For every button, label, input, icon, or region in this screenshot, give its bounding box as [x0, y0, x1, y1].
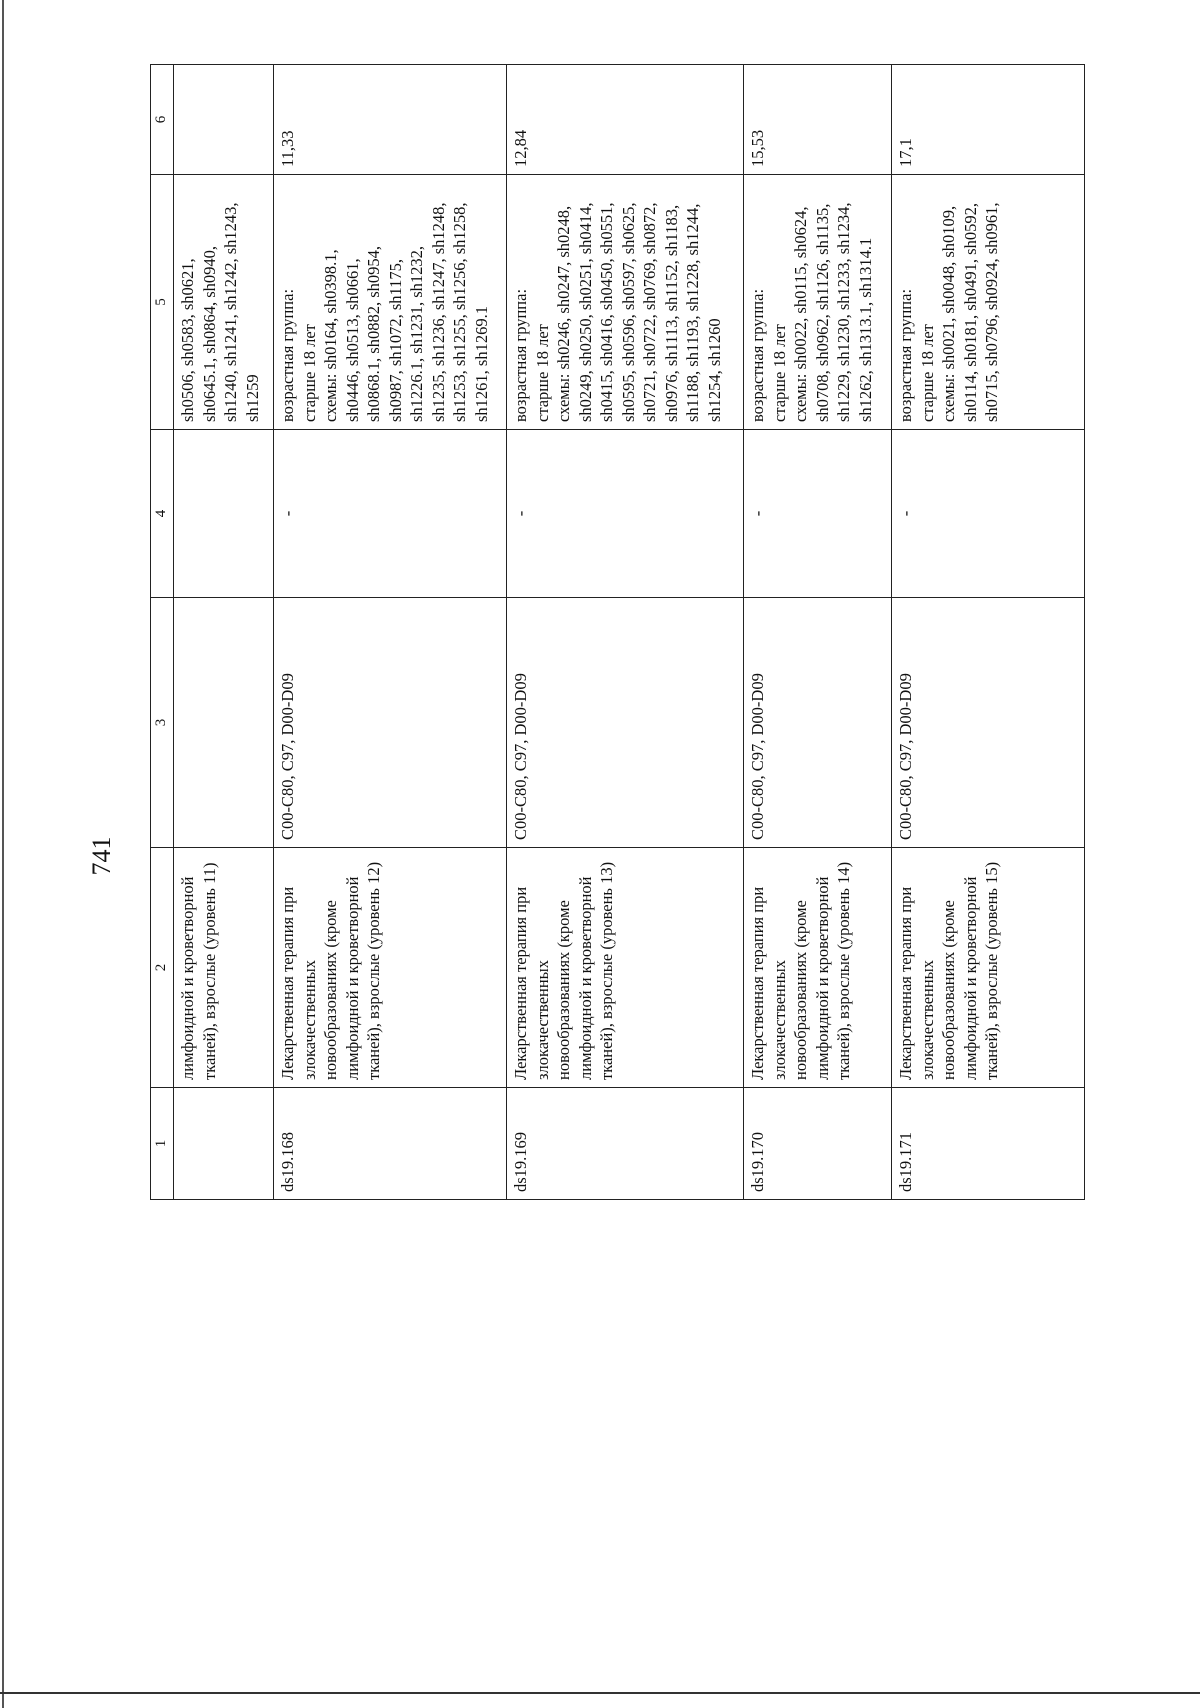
- row-col4: -: [274, 430, 507, 598]
- criteria-line: возрастная группа:: [896, 288, 915, 422]
- criteria-line: sh0506, sh0583, sh0621,: [178, 258, 197, 422]
- criteria-line: sh0595, sh0596, sh0597, sh0625,: [618, 202, 638, 422]
- criteria-line: возрастная группа:: [748, 288, 767, 422]
- row-criteria: [274, 175, 507, 430]
- criteria-line: sh0249, sh0250, sh0251, sh0414,: [575, 202, 595, 422]
- row-code: ds19.171: [892, 1088, 1085, 1200]
- criteria-line: sh0976, sh1113, sh1152, sh1183,: [661, 204, 681, 422]
- criteria-line: схемы: sh0022, sh0115, sh0624,: [791, 206, 810, 422]
- column-header-2: 2: [151, 848, 174, 1088]
- criteria-line: sh1253, sh1255, sh1256, sh1258,: [450, 202, 469, 422]
- row-criteria: [892, 175, 1085, 430]
- table-row: [274, 65, 507, 1200]
- scan-edge-line: [2, 0, 4, 1708]
- row-diagnosis: C00-C80, C97, D00-D09: [892, 598, 1085, 848]
- rotated-table-frame: [150, 65, 1085, 1200]
- row-code: ds19.168: [274, 1088, 507, 1200]
- row-name: Лекарственная терапия при злокачественных новообразованиях (кроме лимфоидной и кроветворной тканей), взрослые (уровень 14): [744, 848, 892, 1088]
- criteria-line: старше 18 лет: [532, 324, 552, 422]
- row-name: Лекарственная терапия при злокачественных новообразованиях (кроме лимфоидной и кроветворной тканей), взрослые (уровень 13): [507, 848, 744, 1088]
- row-col4: -: [892, 430, 1085, 598]
- criteria-line: sh0721, sh0722, sh0769, sh0872,: [640, 202, 659, 422]
- table-row: [174, 65, 274, 1200]
- criteria-line: старше 18 лет: [917, 324, 937, 422]
- row-value: [174, 65, 274, 175]
- criteria-line: sh0114, sh0181, sh0491, sh0592,: [960, 203, 980, 422]
- row-criteria: [507, 175, 744, 430]
- criteria-line: sh0708, sh0962, sh1126, sh1135,: [812, 203, 832, 422]
- criteria-line: возрастная группа:: [278, 288, 297, 422]
- row-code: [174, 1088, 274, 1200]
- column-header-5: 5: [151, 175, 174, 430]
- criteria-line: старше 18 лет: [299, 324, 319, 422]
- table-row: [507, 65, 744, 1200]
- row-col4: -: [507, 430, 744, 598]
- row-value: 17,1: [892, 65, 1085, 175]
- criteria-line: возрастная группа:: [511, 288, 530, 422]
- row-criteria: [744, 175, 892, 430]
- row-col4: [174, 430, 274, 598]
- row-diagnosis: C00-C80, C97, D00-D09: [744, 598, 892, 848]
- row-value: 11,33: [274, 65, 507, 175]
- column-header-6: 6: [151, 65, 174, 175]
- row-code: ds19.170: [744, 1088, 892, 1200]
- column-header-4: 4: [151, 430, 174, 598]
- header-row: [151, 65, 174, 1200]
- row-criteria: [174, 175, 274, 430]
- criteria-line: sh0987, sh1072, sh1175,: [385, 258, 405, 422]
- criteria-line: sh1254, sh1260: [704, 318, 724, 422]
- criteria-line: sh0415, sh0416, sh0450, sh0551,: [597, 202, 616, 422]
- criteria-line: sh1262, sh1313.1, sh1314.1: [855, 237, 875, 422]
- row-name: Лекарственная терапия при злокачественных новообразованиях (кроме лимфоидной и кроветворной тканей), взрослые (уровень 12): [274, 848, 507, 1088]
- criteria-line: схемы: sh0021, sh0048, sh0109,: [939, 205, 958, 422]
- row-code: ds19.169: [507, 1088, 744, 1200]
- row-value: 12,84: [507, 65, 744, 175]
- criteria-line: sh1235, sh1236, sh1247, sh1248,: [428, 202, 448, 422]
- table-row: [744, 65, 892, 1200]
- row-col4: -: [744, 430, 892, 598]
- criteria-line: sh1240, sh1241, sh1242, sh1243,: [221, 202, 240, 422]
- table-row: [892, 65, 1085, 1200]
- row-name: лимфоидной и кроветворной тканей), взрослые (уровень 11): [174, 848, 274, 1088]
- criteria-line: схемы: sh0246, sh0247, sh0248,: [554, 205, 573, 422]
- criteria-line: sh1229, sh1230, sh1233, sh1234,: [834, 202, 853, 422]
- criteria-line: sh1261, sh1269.1: [471, 306, 491, 422]
- criteria-line: sh0645.1, sh0864, sh0940,: [199, 245, 219, 422]
- row-diagnosis: C00-C80, C97, D00-D09: [274, 598, 507, 848]
- criteria-line: sh1226.1, sh1231, sh1232,: [407, 245, 426, 422]
- column-header-3: 3: [151, 598, 174, 848]
- column-header-1: 1: [151, 1088, 174, 1200]
- criteria-line: sh1188, sh1193, sh1228, sh1244,: [683, 203, 702, 422]
- page-number: 741: [87, 836, 116, 876]
- criteria-line: sh1259: [242, 374, 262, 422]
- row-diagnosis: C00-C80, C97, D00-D09: [507, 598, 744, 848]
- criteria-line: sh0868.1, sh0882, sh0954,: [364, 245, 383, 422]
- criteria-line: старше 18 лет: [769, 324, 789, 422]
- row-diagnosis: [174, 598, 274, 848]
- tariff-table: [150, 64, 1085, 1200]
- scan-bottom-edge: [0, 1692, 1200, 1694]
- criteria-line: sh0715, sh0796, sh0924, sh0961,: [982, 202, 1001, 422]
- criteria-line: схемы: sh0164, sh0398.1,: [321, 249, 340, 422]
- row-name: Лекарственная терапия при злокачественных новообразованиях (кроме лимфоидной и кроветворной тканей), взрослые (уровень 15): [892, 848, 1085, 1088]
- criteria-line: sh0446, sh0513, sh0661,: [342, 258, 362, 422]
- row-value: 15,53: [744, 65, 892, 175]
